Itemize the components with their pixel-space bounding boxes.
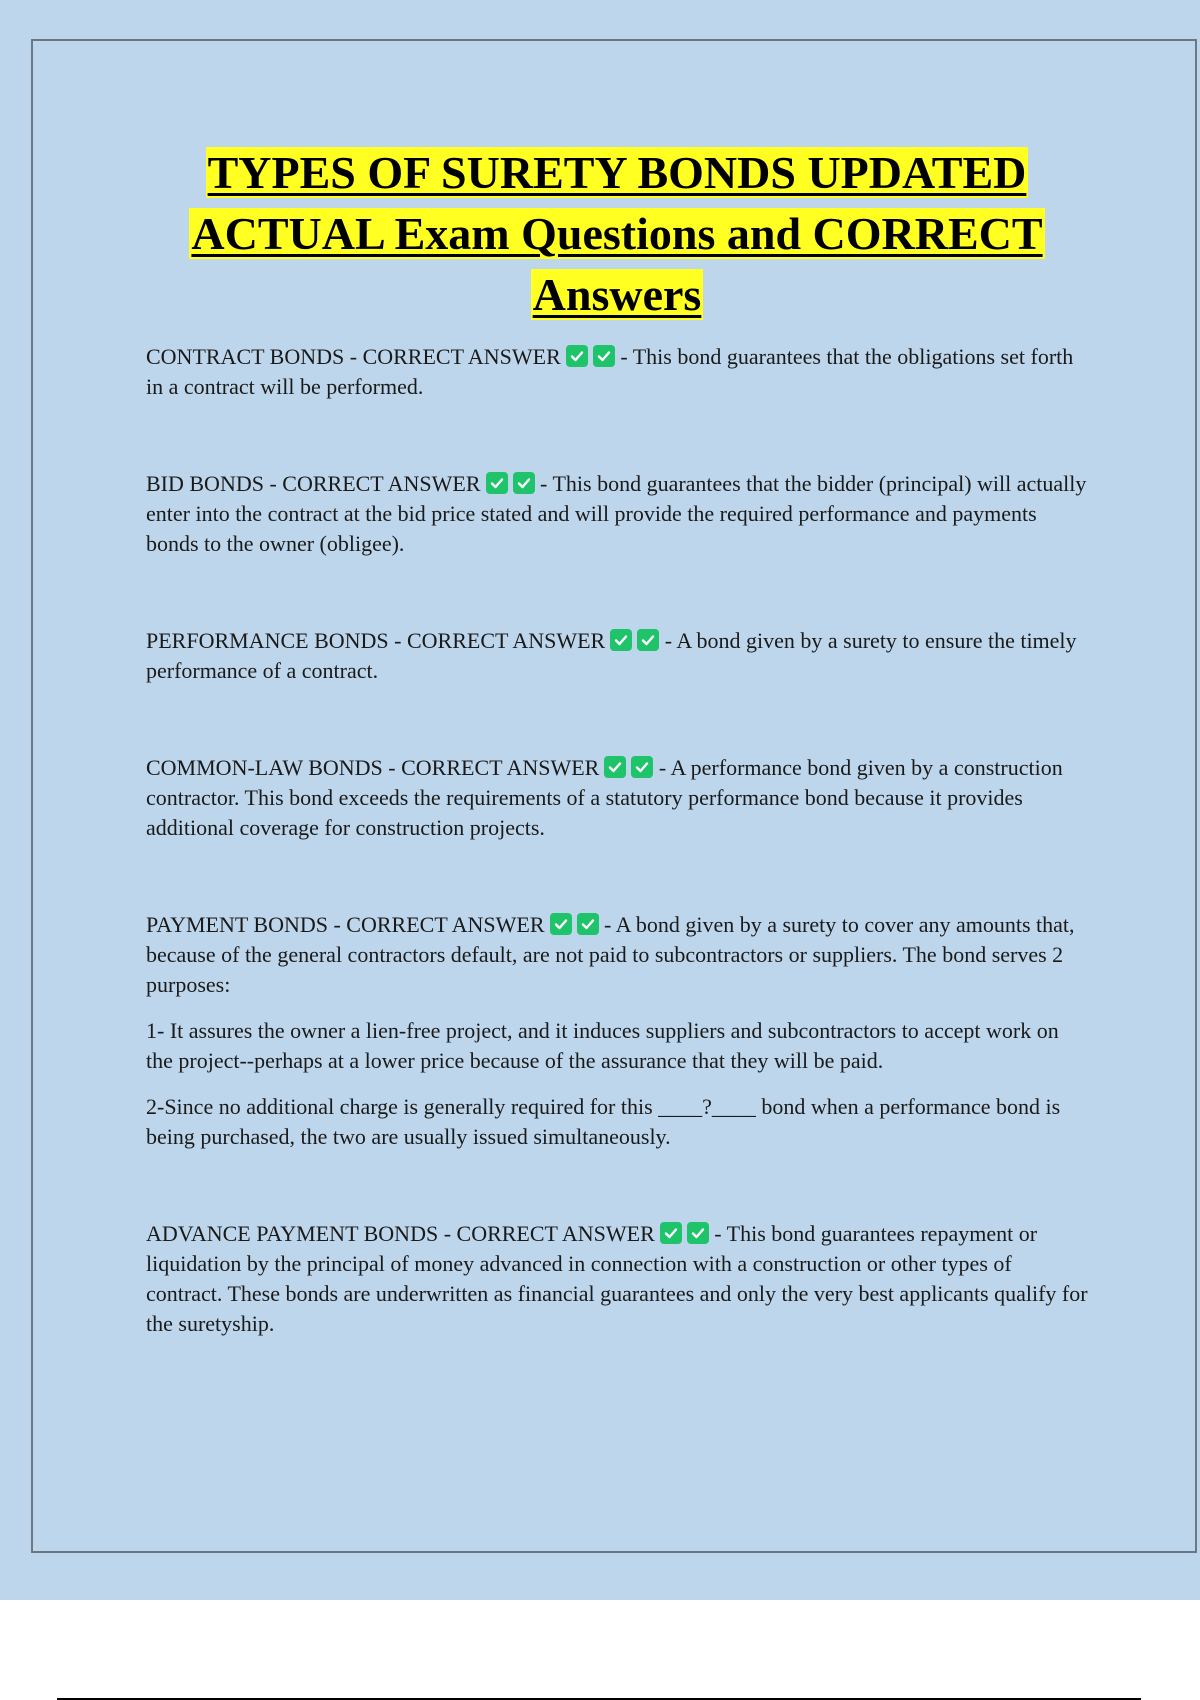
check-box-icon: [610, 629, 632, 651]
check-box-icon: [577, 913, 599, 935]
qa-paragraph: [146, 469, 1088, 559]
document-title: [146, 142, 1088, 325]
check-box-icon: [486, 472, 508, 494]
qa-paragraph: [146, 753, 1088, 843]
answer-text: - This bond guarantees repayment or liquidation by the principal of money advanced in connection with a construction or other types of contract. These bonds are underwritten as financial guarantees and only the very best applicants qualify for the suretyship.: [146, 1221, 1088, 1336]
qa-paragraph: [146, 910, 1088, 1000]
purpose-point-1: 1- It assures the owner a lien-free project, and it induces suppliers and subcontractors to accept work on the project--perhaps at a lower price because of the assurance that they will be paid.: [146, 1018, 1059, 1073]
title-line-2: ACTUAL Exam Questions and CORRECT: [191, 208, 1043, 259]
answer-text: - This bond guarantees that the bidder (principal) will actually enter into the contract at the bid price stated and will provide the required performance and payments bonds to the owner (obligee).: [146, 471, 1087, 556]
question-text: COMMON-LAW BONDS - CORRECT ANSWER: [146, 755, 600, 780]
qa-paragraph: [146, 342, 1088, 402]
qa-item-common-law-bonds: [146, 753, 1088, 843]
qa-item-payment-bonds: [146, 910, 1088, 1152]
question-text: ADVANCE PAYMENT BONDS - CORRECT ANSWER: [146, 1221, 655, 1246]
qa-item-performance-bonds: [146, 626, 1088, 686]
qa-paragraph: [146, 1219, 1088, 1339]
answer-text: - A performance bond given by a construction contractor. This bond exceeds the requirements of a statutory performance bond because it provides additional coverage for construction projects.: [146, 755, 1063, 840]
qa-item-bid-bonds: [146, 469, 1088, 559]
answer-text: - A bond given by a surety to cover any amounts that, because of the general contractors default, are not paid to subcontractors or suppliers. The bond serves 2 purposes:: [146, 912, 1075, 997]
check-box-icon: [513, 472, 535, 494]
check-box-icon: [687, 1222, 709, 1244]
answer-text: - This bond guarantees that the obligations set forth in a contract will be performed.: [146, 344, 1074, 399]
check-box-icon: [631, 756, 653, 778]
answer-text: - A bond given by a surety to ensure the timely performance of a contract.: [146, 628, 1077, 683]
check-box-icon: [593, 345, 615, 367]
document-content: [146, 142, 1088, 1339]
check-box-icon: [604, 756, 626, 778]
purpose-point-2: 2-Since no additional charge is generally required for this ____?____ bond when a performance bond is being purchased, the two are usually issued simultaneously.: [146, 1094, 1061, 1149]
question-text: PAYMENT BONDS - CORRECT ANSWER: [146, 912, 545, 937]
qa-item-contract-bonds: [146, 342, 1088, 402]
check-box-icon: [550, 913, 572, 935]
question-text: PERFORMANCE BONDS - CORRECT ANSWER: [146, 628, 606, 653]
check-box-icon: [566, 345, 588, 367]
check-box-icon: [637, 629, 659, 651]
question-text: CONTRACT BONDS - CORRECT ANSWER: [146, 344, 561, 369]
check-box-icon: [660, 1222, 682, 1244]
question-text: BID BONDS - CORRECT ANSWER: [146, 471, 481, 496]
title-line-3: Answers: [532, 269, 702, 320]
qa-item-advance-payment-bonds: [146, 1219, 1088, 1339]
qa-paragraph: [146, 626, 1088, 686]
title-line-1: TYPES OF SURETY BONDS UPDATED: [207, 147, 1027, 198]
